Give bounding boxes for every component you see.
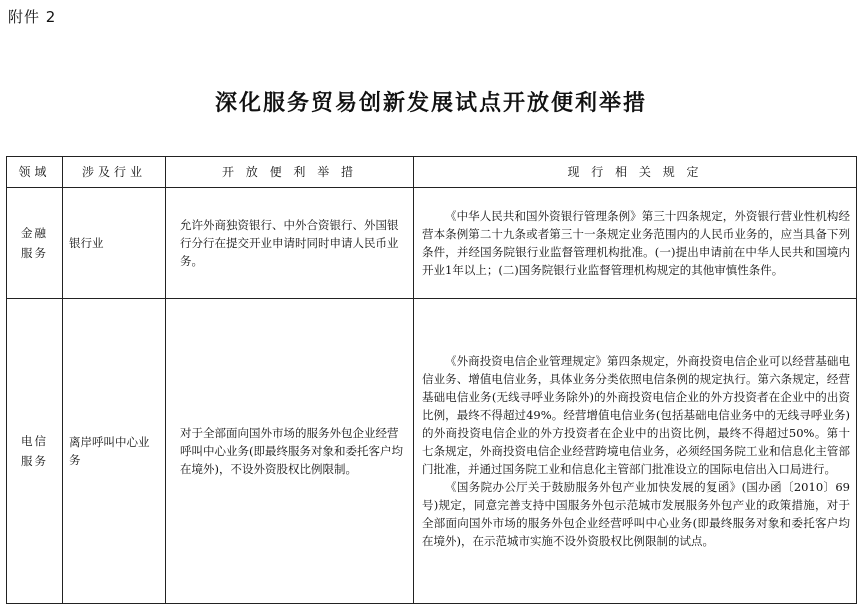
regulation-paragraph: 《中华人民共和国外资银行管理条例》第三十四条规定，外资银行营业性机构经营本条例第二十九条或者第三十一条规定业务范围内的人民币业务的，应当具备下列条件，并经国务院银行业监督管理机构批准。(一)提出申请前在中华人民共和国境内开业1年以上；(二)国务院银行业监督管理机构规定的其他审慎性条件。 bbox=[422, 209, 850, 277]
attachment-label: 附件 2 bbox=[8, 8, 57, 26]
measure-cell: 对于全部面向国外市场的服务外包企业经营呼叫中心业务(即最终服务对象和委托客户均在境外)，不设外资股权比例限制。 bbox=[166, 299, 414, 604]
domain-text: 金融服务 bbox=[21, 226, 48, 260]
table-header-row bbox=[7, 157, 857, 188]
header-industry: 涉及行业 bbox=[63, 157, 166, 188]
page-title: 深化服务贸易创新发展试点开放便利举措 bbox=[214, 91, 647, 116]
industry-cell: 银行业 bbox=[63, 188, 166, 299]
domain-cell bbox=[7, 299, 63, 604]
header-regulation: 现 行 相 关 规 定 bbox=[414, 157, 857, 188]
regulation-paragraph: 《国务院办公厅关于鼓励服务外包产业加快发展的复函》(国办函〔2010〕69号)规定，同意完善支持中国服务外包示范城市发展服务外包产业的政策措施，对于全部面向国外市场的服务外包企业经营呼叫中心业务(即最终服务对象和委托客户均在境外)，在示范城市实施不设外资股权比例限制的试点。 bbox=[422, 480, 850, 548]
table-row bbox=[7, 299, 857, 604]
domain-cell bbox=[7, 188, 63, 299]
regulation-cell bbox=[414, 188, 857, 299]
measures-table bbox=[6, 156, 857, 604]
regulation-paragraph: 《外商投资电信企业管理规定》第四条规定，外商投资电信企业可以经营基础电信业务、增值电信业务，具体业务分类依照电信条例的规定执行。第六条规定，经营基础电信业务(无线寻呼业务除外)的外商投资电信企业的外方投资者在企业中的出资比例，最终不得超过49%。经营增值电信业务(包括基础电信业务中的无线寻呼业务)的外商投资电信企业的外方投资者在企业中的出资比例，最终不得超过50%。第十七条规定，外商投资电信企业经营跨境电信业务，必须经国务院工业和信息化主管部门批准，并通过国务院工业和信息化主管部门批准设立的国际电信出入口局进行。 bbox=[422, 354, 850, 476]
domain-text: 电信服务 bbox=[21, 434, 48, 468]
table-row bbox=[7, 188, 857, 299]
industry-cell: 离岸呼叫中心业务 bbox=[63, 299, 166, 604]
measure-cell: 允许外商独资银行、中外合资银行、外国银行分行在提交开业申请时同时申请人民币业务。 bbox=[166, 188, 414, 299]
regulation-cell bbox=[414, 299, 857, 604]
header-domain: 领域 bbox=[7, 157, 63, 188]
header-measure: 开 放 便 利 举 措 bbox=[166, 157, 414, 188]
